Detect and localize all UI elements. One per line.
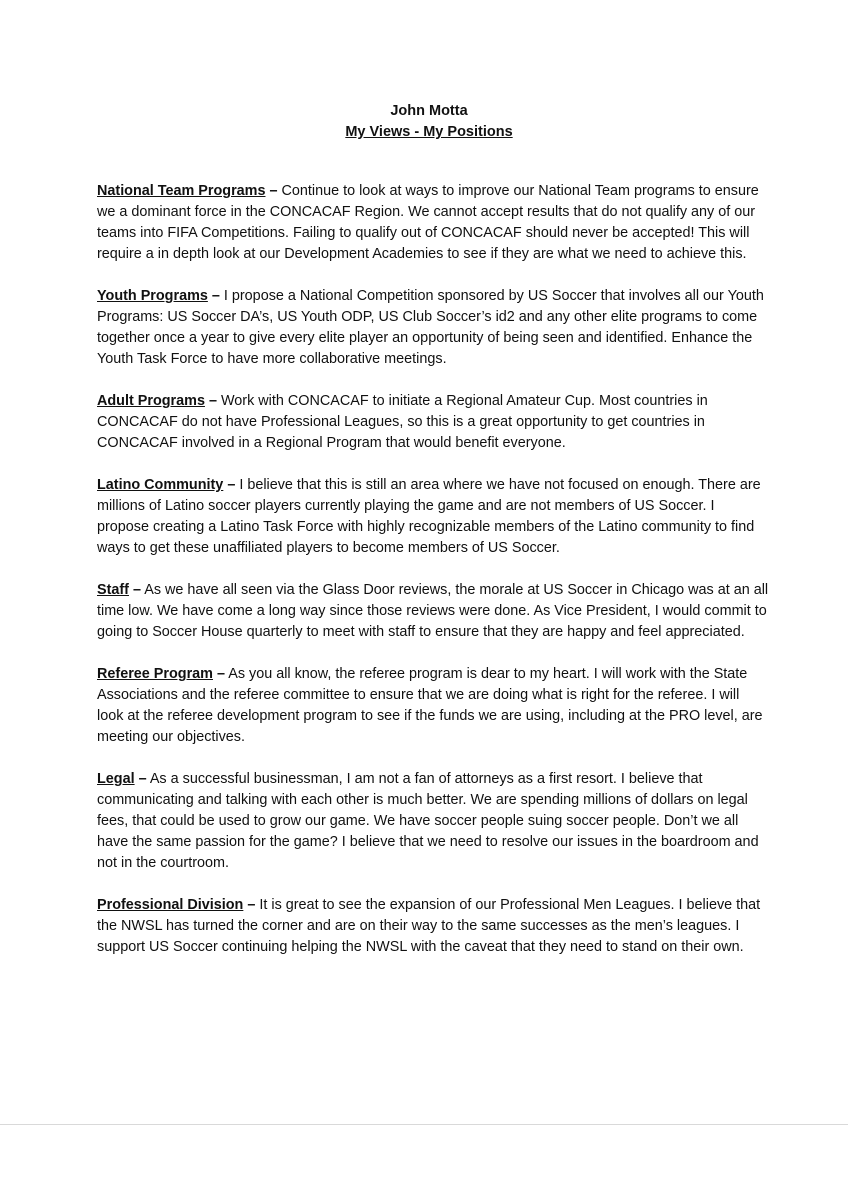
section-title: Youth Programs bbox=[97, 288, 208, 304]
section-youth-programs bbox=[97, 286, 769, 370]
section-text: Work with CONCACAF to initiate a Regional Amateur Cup. Most countries in CONCACAF do not have Professional Leagues, so this is a great opportunity to get countries in CONCACAF involved in a Regional Program that would benefit everyone. bbox=[97, 393, 708, 451]
section-national-team-programs bbox=[97, 181, 769, 265]
section-title: Latino Community bbox=[97, 477, 224, 493]
document-subtitle: My Views - My Positions bbox=[345, 124, 513, 140]
section-dash: – bbox=[216, 666, 225, 682]
section-latino-community bbox=[97, 475, 769, 559]
scan-edge-line bbox=[0, 1124, 848, 1125]
section-title: Referee Program bbox=[97, 666, 213, 682]
section-staff bbox=[97, 580, 769, 643]
section-title: National Team Programs bbox=[97, 183, 266, 199]
section-title: Legal bbox=[97, 771, 135, 787]
document-header bbox=[0, 101, 848, 143]
section-adult-programs bbox=[97, 391, 769, 454]
section-text: As a successful businessman, I am not a fan of attorneys as a first resort. I believe that communicating and talking with each other is much better. We are spending millions of dollars on legal fees, that could be used to grow our game. We have soccer people suing soccer people. Don’t we all have the same passion for the game? I believe that we need to resolve our issues in the boardroom and not in the courtroom. bbox=[97, 771, 759, 871]
section-text: I propose a National Competition sponsored by US Soccer that involves all our Youth Programs: US Soccer DA’s, US Youth ODP, US Club Soccer’s id2 and any other elite programs to come together once a year to give every elite player an opportunity of being seen and identified. Enhance the Youth Task Force to have more collaborative meetings. bbox=[97, 288, 764, 367]
document-body bbox=[97, 181, 769, 979]
author-name: John Motta bbox=[390, 103, 468, 119]
section-title: Professional Division bbox=[97, 897, 244, 913]
section-dash: – bbox=[132, 582, 141, 598]
section-text: As we have all seen via the Glass Door reviews, the morale at US Soccer in Chicago was at an all time low. We have come a long way since those reviews were done. As Vice President, I would commit to going to Soccer House quarterly to meet with staff to ensure that they are happy and feel appreciated. bbox=[97, 582, 769, 640]
section-text: I believe that this is still an area where we have not focused on enough. There are millions of Latino soccer players currently playing the game and are not members of US Soccer. I propose creating a Latino Task Force with highly recognizable members of the Latino community to find ways to get these unaffiliated players to become members of US Soccer. bbox=[97, 477, 761, 556]
section-text: As you all know, the referee program is dear to my heart. I will work with the State Associations and the referee committee to ensure that we are doing what is right for the referee. I will look at the referee development program to see if the funds we are using, including at the PRO level, are meeting our objectives. bbox=[97, 666, 763, 745]
section-text: It is great to see the expansion of our Professional Men Leagues. I believe that the NWSL has turned the corner and are on their way to the same successes as the men’s leagues. I support US Soccer continuing helping the NWSL with the caveat that they need to stand on their own. bbox=[97, 897, 761, 955]
section-dash: – bbox=[269, 183, 278, 199]
section-dash: – bbox=[227, 477, 236, 493]
section-dash: – bbox=[208, 393, 217, 409]
section-dash: – bbox=[247, 897, 256, 913]
section-legal bbox=[97, 769, 769, 874]
section-text: Continue to look at ways to improve our National Team programs to ensure we a dominant force in the CONCACAF Region. We cannot accept results that do not qualify any of our teams into FIFA Competitions. Failing to qualify out of CONCACAF should never be accepted! This will require a in depth look at our Development Academies to see if they are what we need to achieve this. bbox=[97, 183, 759, 262]
section-title: Adult Programs bbox=[97, 393, 205, 409]
section-professional-division bbox=[97, 895, 769, 958]
section-referee-program bbox=[97, 664, 769, 748]
section-dash: – bbox=[138, 771, 147, 787]
section-dash: – bbox=[211, 288, 220, 304]
section-title: Staff bbox=[97, 582, 129, 598]
